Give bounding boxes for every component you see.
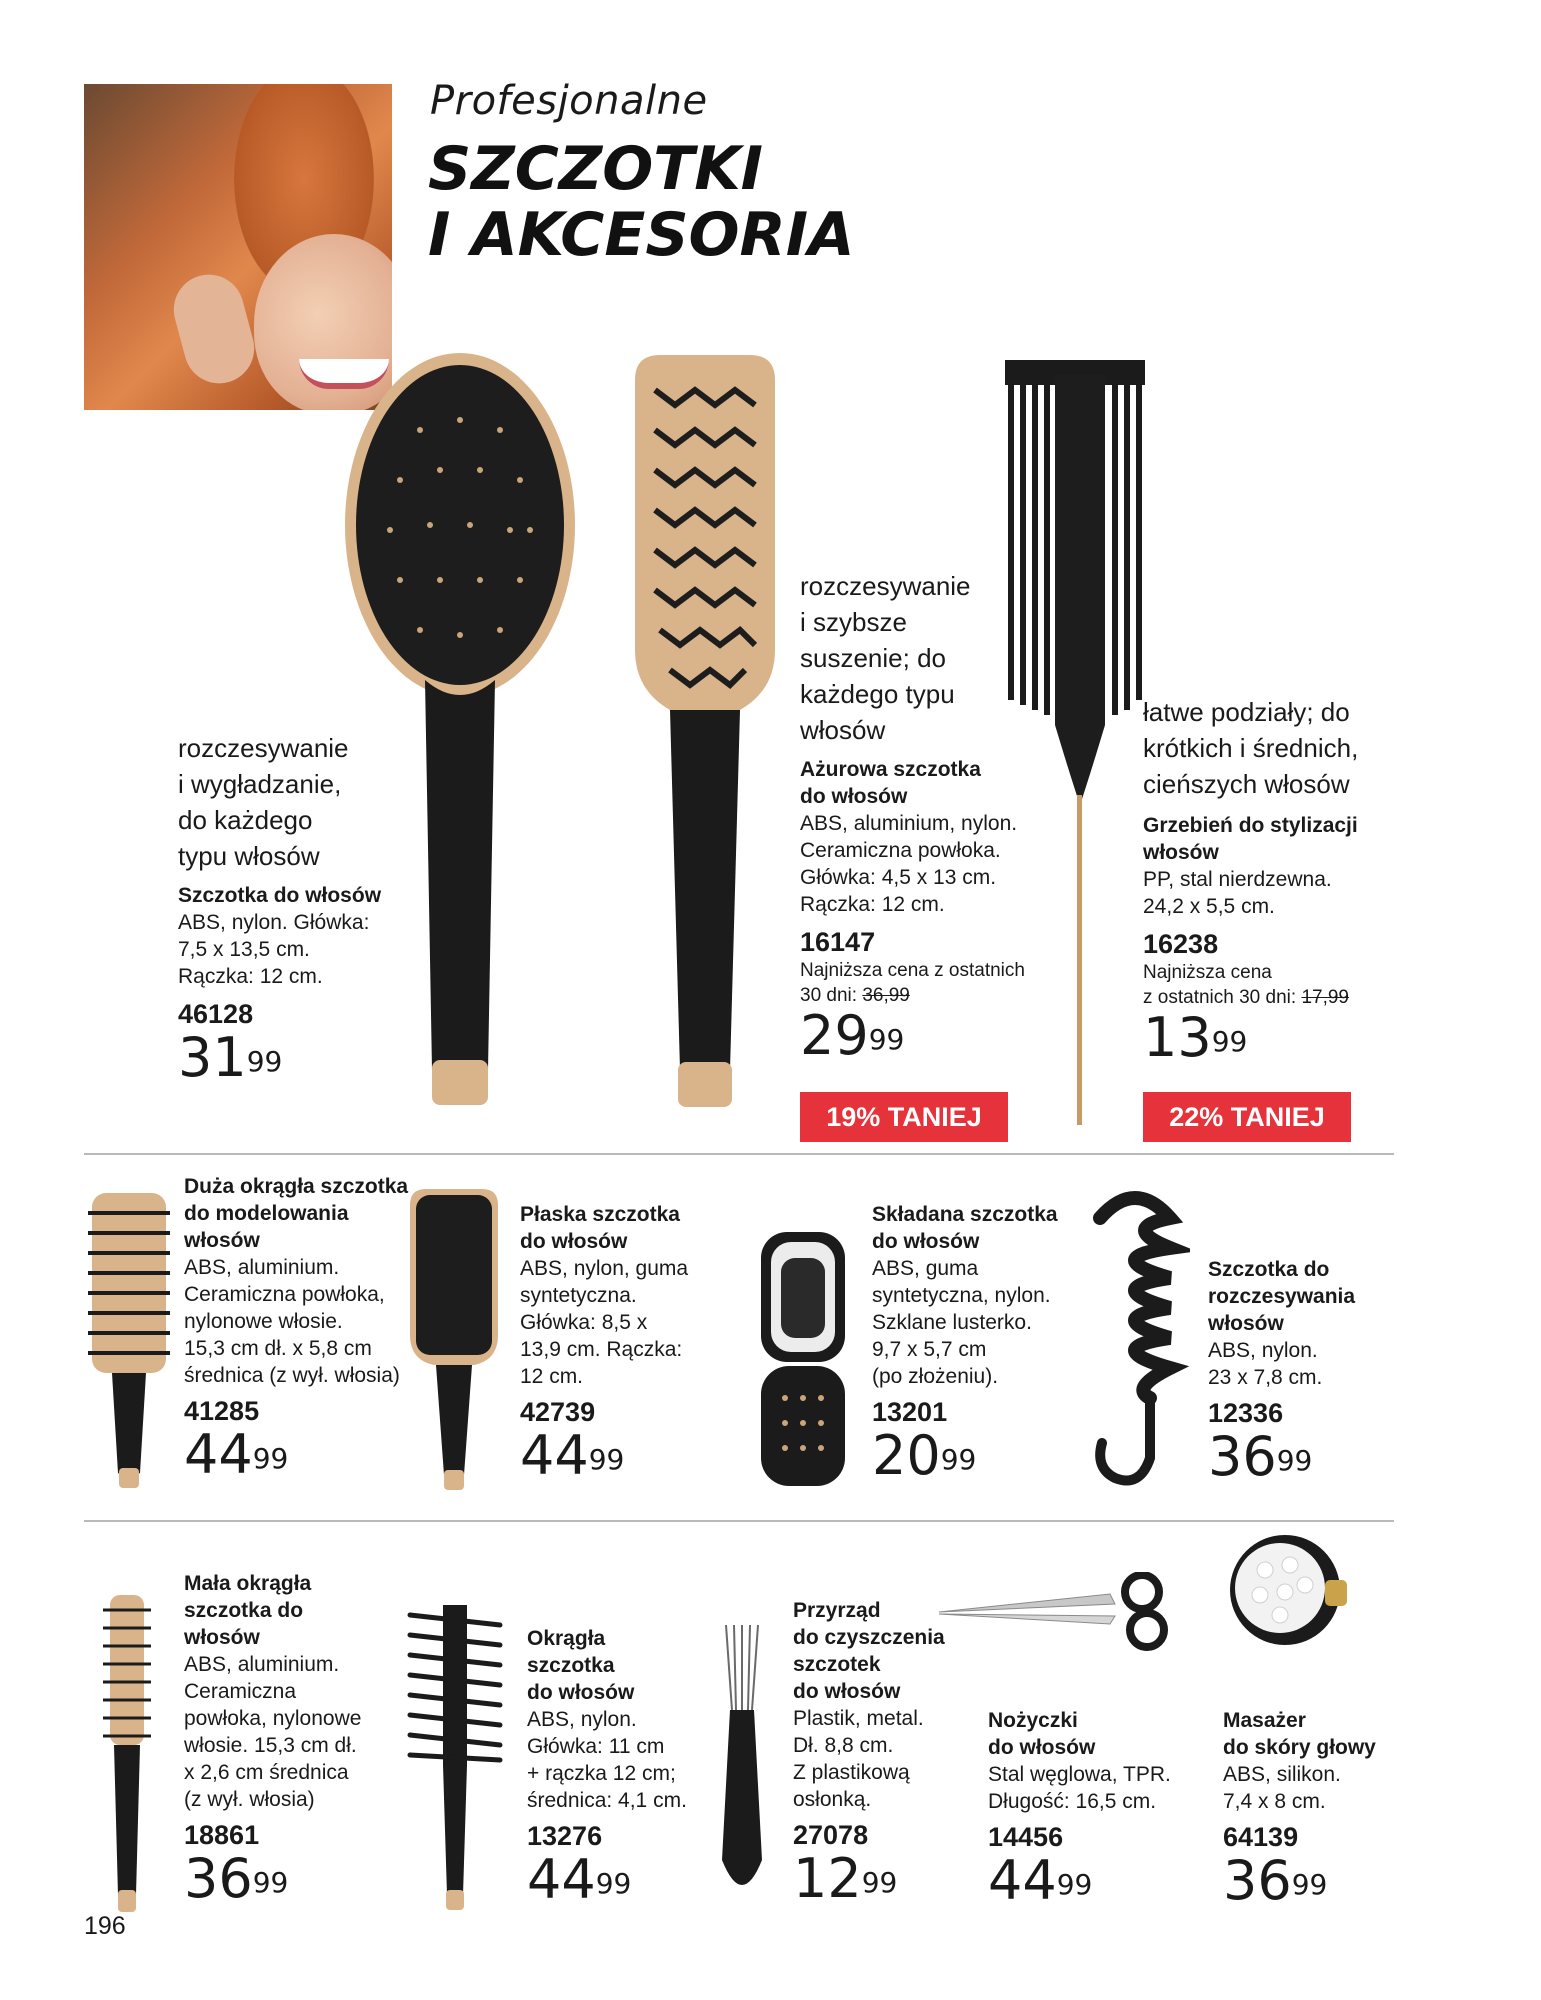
product-name [872,1201,1092,1255]
product-code: 18861 [184,1820,260,1850]
page-title [428,136,855,268]
name-line: rozczesywania [1208,1285,1356,1308]
detangling-brush-image [1080,1188,1190,1493]
product-42739 [520,1201,730,1487]
price-main: 36 [184,1847,253,1910]
product-spec [1143,866,1403,920]
price-cents: 99 [1211,1025,1248,1058]
product-price [988,1849,1208,1912]
product-price [184,1847,404,1910]
product-price [1143,1006,1403,1069]
desc-line: rozczesywanie [800,571,971,601]
spec-line: nylonowe włosie. [184,1310,343,1333]
spec-line: syntetyczna. [520,1284,637,1307]
name-line: Duża okrągła szczotka [184,1175,409,1198]
product-46128 [178,730,438,1089]
spec-line: Główka: 11 cm [527,1735,665,1758]
spec-line: Długość: 16,5 cm. [988,1790,1157,1813]
lowest-prefix: z ostatnich 30 dni: [1143,987,1302,1008]
lowest-price-note [1143,960,1403,1010]
product-code: 64139 [1223,1822,1299,1852]
product-14456 [988,1707,1208,1912]
product-price [872,1424,1092,1487]
name-line: Mała okrągła [184,1572,312,1595]
price-cents: 99 [252,1866,289,1899]
product-code: 13276 [527,1821,603,1851]
spec-line: 23 x 7,8 cm. [1208,1366,1323,1389]
folding-brush-image [755,1228,851,1490]
price-cents: 99 [940,1443,977,1476]
spec-line: ABS, nylon. Główka: [178,911,370,934]
spec-line: Z plastikową [793,1761,910,1784]
price-main: 36 [1223,1849,1292,1912]
product-name [1143,812,1403,866]
price-main: 12 [793,1847,862,1910]
spec-line: 7,4 x 8 cm. [1223,1790,1326,1813]
hand-shape [166,267,262,391]
spec-line: ABS, nylon, guma [520,1257,689,1280]
product-price [1208,1425,1388,1488]
spec-line: syntetyczna, nylon. [872,1284,1051,1307]
product-name [520,1201,730,1255]
spec-line: (po złożeniu). [872,1365,999,1388]
lowest-price-note [800,958,1100,1008]
name-line: do włosów [800,785,908,808]
product-13276 [527,1625,727,1911]
product-spec [178,909,438,990]
product-desc [178,730,438,874]
price-main: 20 [872,1424,941,1487]
desc-line: każdego typu [800,679,955,709]
product-spec [184,1651,404,1813]
spec-line: Szklane lusterko. [872,1311,1032,1334]
product-16147 [800,568,1100,1067]
price-cents: 99 [1276,1444,1313,1477]
spec-line: ABS, nylon. [1208,1339,1318,1362]
product-name: Szczotka do włosów [178,884,382,907]
spec-line: 7,5 x 13,5 cm. [178,938,310,961]
product-price [793,1847,983,1910]
product-price [178,1026,438,1089]
spec-line: Główka: 4,5 x 13 cm. [800,866,997,889]
desc-line: włosów [800,715,886,745]
product-price [800,1004,1100,1067]
product-code: 41285 [184,1396,260,1426]
spec-line: włosie. 15,3 cm dł. [184,1734,357,1757]
name-line: Płaska szczotka [520,1203,680,1226]
small-round-brush-image [100,1590,154,1920]
price-cents: 99 [1291,1868,1328,1901]
product-name [793,1597,983,1705]
product-name [1223,1707,1413,1761]
desc-line: i szybsze [800,607,907,637]
price-cents: 99 [1056,1868,1093,1901]
spec-line: Ceramiczna [184,1680,297,1703]
name-line: do włosów [793,1680,901,1703]
price-main: 13 [1143,1006,1212,1069]
product-code: 14456 [988,1822,1064,1852]
product-27078 [793,1597,983,1910]
product-price [1223,1849,1413,1912]
spec-line: Rączka: 12 cm. [800,893,945,916]
name-line: Przyrząd [793,1599,881,1622]
desc-line: rozczesywanie [178,733,349,763]
product-41285 [184,1173,424,1486]
product-name [184,1173,424,1254]
product-code: 46128 [178,999,254,1029]
lowest-prefix: 30 dni: [800,985,863,1006]
product-code: 13201 [872,1397,948,1427]
page-number: 196 [84,1912,126,1940]
spec-line: PP, stal nierdzewna. [1143,868,1332,891]
name-line: Nożyczki [988,1709,1078,1732]
product-code: 12336 [1208,1398,1284,1428]
desc-line: i wygładzanie, [178,769,342,799]
name-line: Szczotka do [1208,1258,1330,1281]
product-12336 [1208,1256,1388,1488]
spec-line: Główka: 8,5 x [520,1311,648,1334]
spec-line: ABS, aluminium, nylon. [800,812,1018,835]
product-spec [988,1761,1208,1815]
product-name [988,1707,1208,1761]
spec-line: 9,7 x 5,7 cm [872,1338,987,1361]
product-spec [527,1706,727,1814]
spec-line: Stal węglowa, TPR. [988,1763,1171,1786]
product-desc [1143,694,1403,802]
spec-line: ABS, silikon. [1223,1763,1341,1786]
product-spec [1208,1337,1388,1391]
product-spec [800,810,1100,918]
price-main: 44 [527,1848,596,1911]
price-main: 36 [1208,1425,1277,1488]
lowest-line: Najniższa cena z ostatnich [800,960,1025,981]
name-line: włosów [1143,841,1219,864]
product-spec [872,1255,1092,1390]
divider [84,1153,1394,1155]
product-price [520,1424,730,1487]
name-line: włosów [184,1229,260,1252]
page-title-line-2: I AKCESORIA [428,200,855,270]
spec-line: średnica (z wył. włosia) [184,1364,400,1387]
price-cents: 99 [868,1023,905,1056]
spec-line: Rączka: 12 cm. [178,965,323,988]
name-line: do włosów [988,1736,1096,1759]
price-main: 44 [988,1849,1057,1912]
name-line: włosów [184,1626,260,1649]
price-main: 44 [520,1424,589,1487]
old-price: 36,99 [862,985,910,1006]
product-desc [800,568,1100,748]
spec-line: (z wył. włosia) [184,1788,315,1811]
spec-line: Dł. 8,8 cm. [793,1734,894,1757]
name-line: do włosów [872,1230,980,1253]
vent-brush-image [620,350,790,1140]
price-cents: 99 [595,1867,632,1900]
product-64139 [1223,1707,1413,1912]
product-price [184,1423,424,1486]
product-code: 16147 [800,927,876,957]
product-18861 [184,1570,404,1910]
price-cents: 99 [861,1866,898,1899]
name-line: do skóry głowy [1223,1736,1376,1759]
name-line: Okrągła [527,1627,606,1650]
name-line: szczotek [793,1653,881,1676]
product-name [1208,1256,1388,1337]
spec-line: ABS, guma [872,1257,979,1280]
product-price [527,1848,727,1911]
product-code: 16238 [1143,929,1219,959]
product-13201 [872,1201,1092,1487]
spec-line: powłoka, nylonowe [184,1707,362,1730]
discount-badge: 19% TANIEJ [800,1092,1008,1142]
round-vent-brush-image [405,1600,505,1915]
name-line: do czyszczenia [793,1626,945,1649]
price-cents: 99 [252,1442,289,1475]
spec-line: Plastik, metal. [793,1707,924,1730]
product-spec [1223,1761,1413,1815]
name-line: Masażer [1223,1709,1306,1732]
desc-line: typu włosów [178,841,320,871]
desc-line: krótkich i średnich, [1143,733,1359,763]
name-line: Składana szczotka [872,1203,1058,1226]
price-cents: 99 [246,1045,283,1078]
spec-line: ABS, nylon. [527,1708,637,1731]
product-name [527,1625,727,1706]
product-name [184,1570,404,1651]
spec-line: ABS, aluminium. [184,1256,340,1279]
spec-line: + rączka 12 cm; [527,1762,676,1785]
desc-line: do każdego [178,805,313,835]
name-line: Grzebień do stylizacji [1143,814,1358,837]
product-spec [184,1254,424,1389]
lowest-line: Najniższa cena [1143,962,1272,983]
discount-badge: 22% TANIEJ [1143,1092,1351,1142]
product-spec [793,1705,983,1813]
name-line: do włosów [520,1230,628,1253]
divider [84,1520,1394,1522]
price-main: 44 [184,1423,253,1486]
spec-line: 15,3 cm dł. x 5,8 cm [184,1337,372,1360]
product-code: 42739 [520,1397,596,1427]
name-line: szczotka [527,1654,615,1677]
product-16238 [1143,694,1403,1069]
spec-line: osłonką. [793,1788,872,1811]
name-line: do modelowania [184,1202,349,1225]
desc-line: łatwe podziały; do [1143,697,1350,727]
price-main: 31 [178,1026,247,1089]
spec-line: 13,9 cm. Rączka: [520,1338,683,1361]
spec-line: 24,2 x 5,5 cm. [1143,895,1275,918]
scalp-massager-image [1225,1530,1355,1655]
large-round-brush-image [84,1188,174,1493]
page-title-line-1: SZCZOTKI [428,134,764,204]
product-code: 27078 [793,1820,869,1850]
name-line: Ażurowa szczotka [800,758,981,781]
name-line: szczotka do [184,1599,304,1622]
product-name [800,756,1100,810]
price-main: 29 [800,1004,869,1067]
spec-line: x 2,6 cm średnica [184,1761,349,1784]
product-spec [520,1255,730,1390]
spec-line: średnica: 4,1 cm. [527,1789,687,1812]
page-subtitle: Profesjonalne [430,78,708,124]
desc-line: suszenie; do [800,643,946,673]
spec-line: Ceramiczna powłoka. [800,839,1001,862]
spec-line: 12 cm. [520,1365,584,1388]
desc-line: cieńszych włosów [1143,769,1350,799]
spec-line: ABS, aluminium. [184,1653,340,1676]
name-line: włosów [1208,1312,1284,1335]
name-line: do włosów [527,1681,635,1704]
spec-line: Ceramiczna powłoka, [184,1283,385,1306]
price-cents: 99 [588,1443,625,1476]
old-price: 17,99 [1301,987,1349,1008]
